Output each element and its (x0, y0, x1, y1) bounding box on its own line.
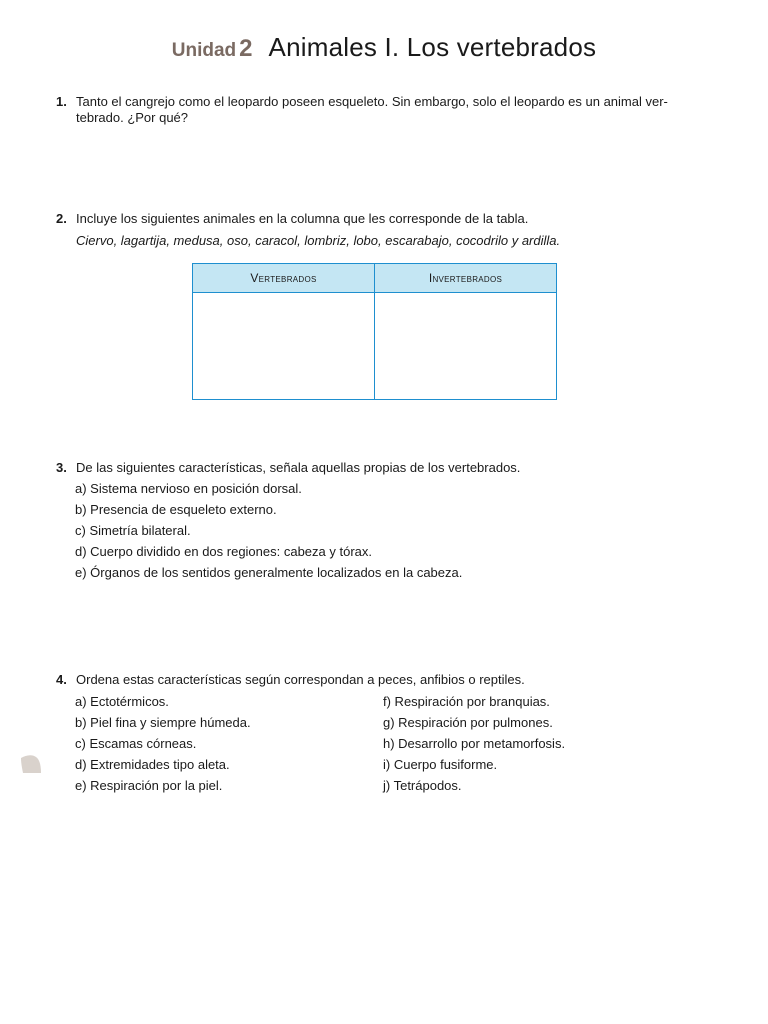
list-item: a) Sistema nervioso en posición dorsal. (75, 481, 302, 496)
question-number: 4. (56, 672, 67, 687)
question-text: De las siguientes características, señala aquellas propias de los vertebrados. (76, 460, 521, 475)
unit-title: Animales I. Los vertebrados (268, 32, 597, 62)
page-margin-mark-icon (20, 754, 42, 774)
list-item: e) Respiración por la piel. (75, 778, 223, 793)
unit-number: 2 (239, 35, 253, 62)
unit-label: Unidad (171, 40, 237, 61)
list-item: c) Escamas córneas. (75, 736, 197, 751)
question-text-line2: tebrado. ¿Por qué? (76, 110, 189, 125)
question-4 (56, 672, 716, 688)
header-invertebrados: Invertebrados (375, 264, 557, 293)
animal-list: Ciervo, lagartija, medusa, oso, caracol, lombriz, lobo, escarabajo, cocodrilo y ardilla. (76, 233, 561, 248)
list-item: f) Respiración por branquias. (383, 694, 550, 709)
question-1 (56, 94, 716, 126)
list-item: b) Piel fina y siempre húmeda. (75, 715, 251, 730)
question-number: 2. (56, 211, 67, 226)
list-item: j) Tetrápodos. (383, 778, 462, 793)
question-number: 3. (56, 460, 67, 475)
question-2 (56, 211, 716, 249)
question-text: Incluye los siguientes animales en la columna que les corresponde de la tabla. (76, 211, 529, 226)
table-header-row (193, 264, 557, 293)
header-vertebrados: Vertebrados (193, 264, 375, 293)
list-item: h) Desarrollo por metamorfosis. (383, 736, 566, 751)
page-title (0, 32, 768, 63)
list-item: c) Simetría bilateral. (75, 523, 191, 538)
list-item: i) Cuerpo fusiforme. (383, 757, 498, 772)
answer-cell-vertebrados[interactable] (193, 293, 375, 400)
answer-cell-invertebrados[interactable] (375, 293, 557, 400)
question-text-line1: Tanto el cangrejo como el leopardo poseen esqueleto. Sin embargo, solo el leopardo es un animal ver- (76, 94, 668, 109)
question-3 (56, 460, 716, 476)
list-item: d) Extremidades tipo aleta. (75, 757, 230, 772)
question-text: Ordena estas características según correspondan a peces, anfibios o reptiles. (76, 672, 525, 687)
list-item: g) Respiración por pulmones. (383, 715, 553, 730)
list-item: a) Ectotérmicos. (75, 694, 169, 709)
list-item: e) Órganos de los sentidos generalmente localizados en la cabeza. (75, 565, 463, 580)
classification-table (192, 263, 557, 400)
list-item: b) Presencia de esqueleto externo. (75, 502, 277, 517)
table-answer-row (193, 293, 557, 400)
list-item: d) Cuerpo dividido en dos regiones: cabeza y tórax. (75, 544, 373, 559)
question-number: 1. (56, 94, 67, 109)
